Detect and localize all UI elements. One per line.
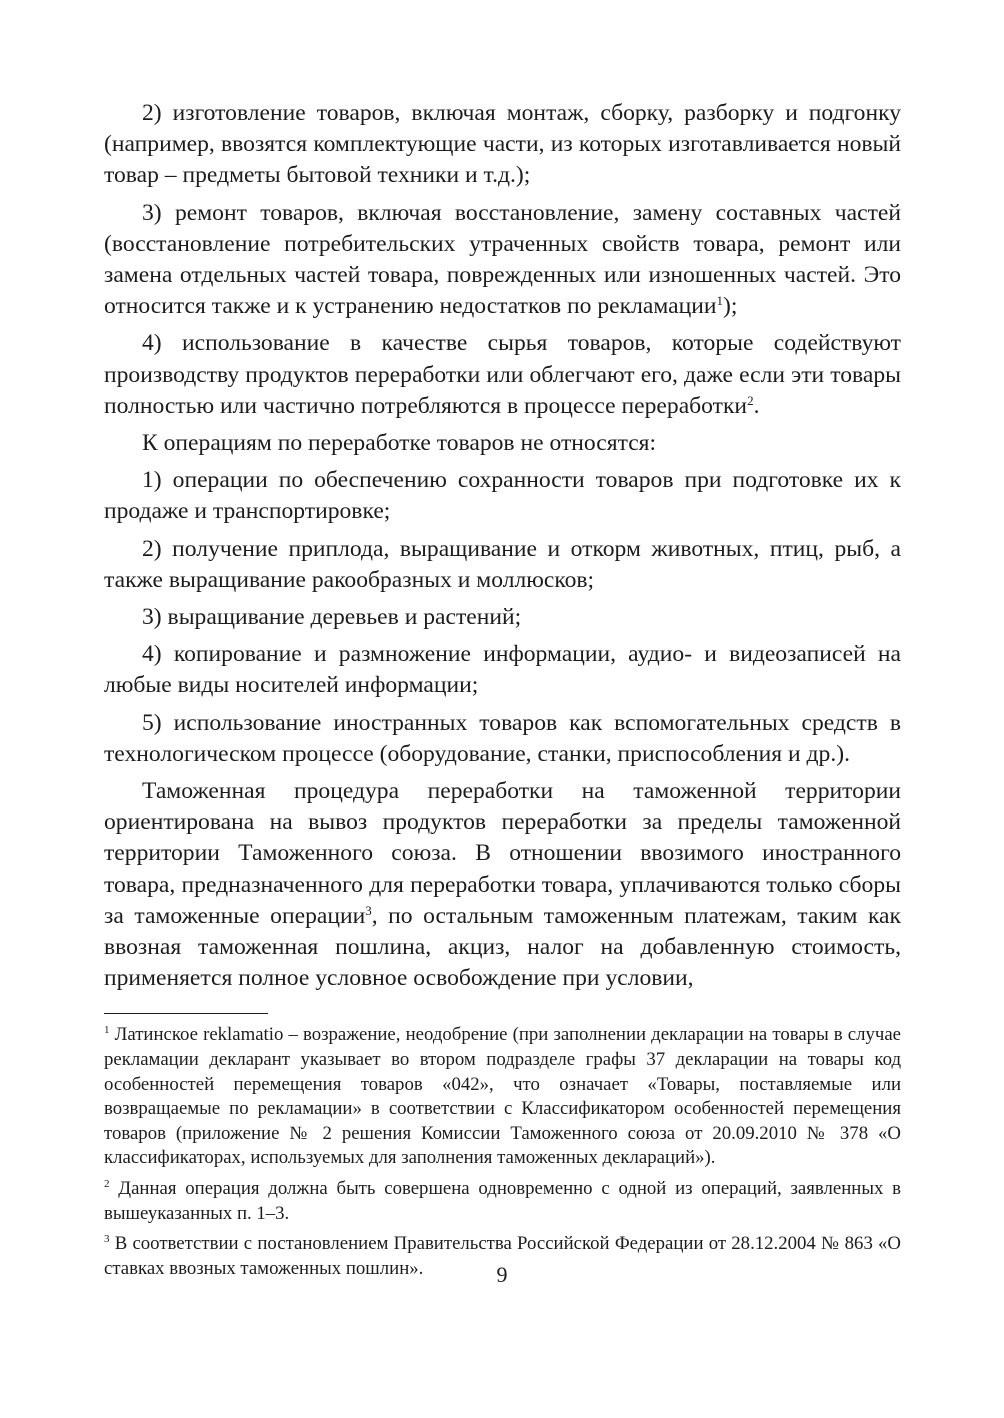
footnotes [104, 1023, 901, 1281]
paragraph-exclusion-1: 1) операции по обеспечению сохранности товаров при подготовке их к продаже и транспортировке; [104, 467, 901, 525]
footnote-ref-1: 1 [716, 293, 723, 309]
paragraph-item-2: 2) изготовление товаров, включая монтаж, сборку, разборку и подгонку (например, ввозятся комплектующие части, из которых изготавливается новый товар – предметы бытовой техники и т.д.); [104, 100, 901, 189]
main-text [104, 98, 901, 994]
footnote-separator [104, 1013, 268, 1014]
footnote-text: В соответствии с постановлением Правительства Российской Федерации от 28.12.2004 № 863 «О ставках ввозных таможенных пошлин». [104, 1233, 901, 1279]
paragraph-exclusion-2: 2) получение приплода, выращивание и откорм животных, птиц, рыб, а также выращивание ракообразных и моллюсков; [104, 535, 901, 593]
page-content [104, 98, 901, 1287]
page-number: 9 [496, 1262, 508, 1287]
footnote-mark: 1 [104, 1024, 110, 1037]
paragraph-item-3: 3) ремонт товаров, включая восстановление, замену составных частей (восстановление потребительских утраченных свойств товара, ремонт или замена отдельных частей товара, поврежденных или изношенных частей. Это относится также и к устранению недостатков по рекламации$^1$); [104, 199, 901, 320]
footnote-ref-2: 2 [747, 392, 754, 408]
paragraph-procedure: Таможенная процедура переработки на таможенной территории ориентирована на вывоз продуктов переработки за пределы таможенной территории Таможенного союза. В отношении ввозимого иностранного товара, предназначенного для переработки товара, уплачиваются только сборы за таможенные операции$^3$, по остальным таможенным платежам, таким как ввозная таможенная пошлина, акциз, налог на добавленную стоимость, применяется полное условное освобождение при условии, [104, 778, 901, 992]
footnote-text: Данная операция должна быть совершена одновременно с одной из операций, заявленных в вышеуказанных п. 1–3. [104, 1178, 901, 1224]
footnote-mark: 3 [104, 1233, 110, 1246]
paragraph-exclusions-heading: К операциям по переработке товаров не относятся: [142, 430, 657, 457]
paragraph-exclusion-5: 5) использование иностранных товаров как вспомогательных средств в технологическом процессе (оборудование, станки, приспособления и др.). [104, 709, 901, 767]
paragraph-exclusion-3: 3) выращивание деревьев и растений; [142, 604, 522, 631]
paragraph-item-4: 4) использование в качестве сырья товаров, которые содействуют производству продуктов переработки или облегчают его, даже если эти товары полностью или частично потребляются в процессе переработки$^2$. [104, 330, 901, 419]
footnote-text: Латинское reklamatio – возражение, неодобрение (при заполнении декларации на товары в случае рекламации декларант указывает во втором подразделе графы 37 декларации на товары код особенностей перемещения товаров «042», что означает «Товары, поставляемые или возвращаемые по рекламации» в соответствии с Классификатором особенностей перемещения товаров (приложение № 2 решения Комиссии Таможенного союза от 20.09.2010 № 378 «О классификаторах, используемых для заполнения таможенных деклараций»). [104, 1024, 901, 1169]
paragraph-exclusion-4: 4) копирование и размножение информации, аудио- и видеозаписей на любые виды носителей информации; [104, 641, 901, 699]
footnote-2 [104, 1177, 901, 1226]
footnote-mark: 2 [104, 1178, 110, 1191]
footnote-ref-3: 3 [365, 902, 372, 918]
footnote-1 [104, 1023, 901, 1171]
